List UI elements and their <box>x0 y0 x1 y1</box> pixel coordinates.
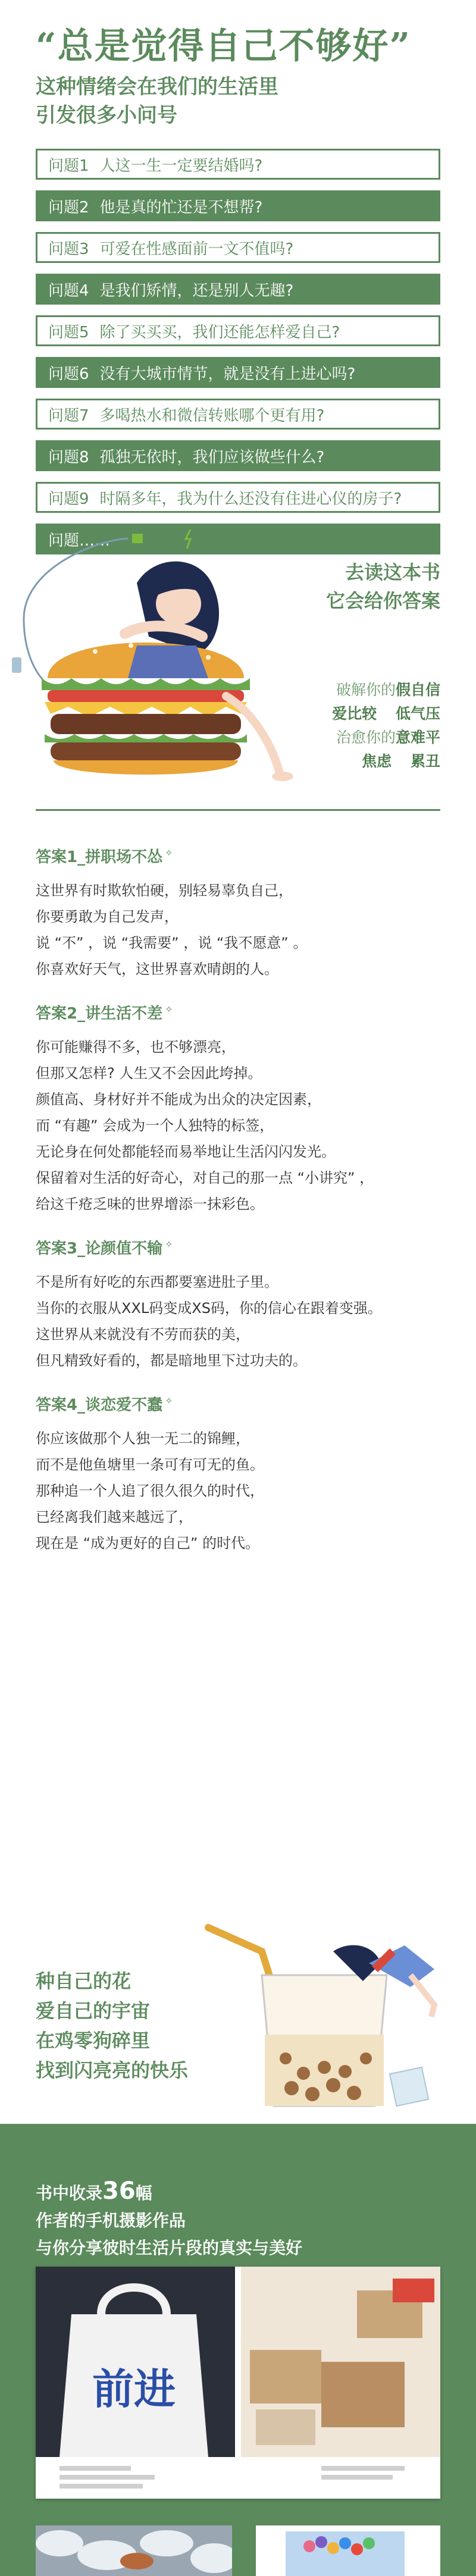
antidote-line-3: 治愈你的意难平 <box>336 729 440 746</box>
answer-block <box>36 845 446 982</box>
question-number: 问题9 <box>48 490 89 508</box>
answer-block <box>36 1236 446 1374</box>
question-row <box>36 399 440 430</box>
answer-line: 但那又怎样? 人生又不会因此垮掉。 <box>36 1065 262 1082</box>
answer-line: 说 “不” ，说 “我需要” ，说 “我不愿意” 。 <box>36 935 308 951</box>
question-text: 除了买买买，我们还能怎样爱自己? <box>99 323 340 341</box>
closing-line-4: 找到闪亮亮的快乐 <box>36 2059 189 2082</box>
answer-line: 这世界从来就没有不劳而获的美， <box>36 1326 250 1343</box>
photo-panel-text <box>36 2177 302 2262</box>
snow-tree-image <box>36 2525 232 2576</box>
tagline-line-2: 去读这本书 <box>345 561 440 584</box>
panel-line-3: 与你分享彼时生活片段的真实与美好 <box>36 2238 303 2258</box>
closing-line-2: 爱自己的宇宙 <box>36 2000 151 2022</box>
answer-line: 现在是 “成为更好的自己” 的时代。 <box>36 1535 260 1552</box>
question-number: 问题1 <box>48 156 89 175</box>
sparkle-icon: ✧ <box>165 1395 173 1407</box>
answer-line: 保留着对生活的好奇心，对自己的那一点 “小讲究” ， <box>36 1170 374 1186</box>
subtitle-line-1: 这种情绪会在我们的生活里 <box>36 75 278 99</box>
bag-lettering: 前进 <box>92 2366 176 2412</box>
question-row <box>36 232 440 263</box>
question-row <box>36 149 440 180</box>
answer-line: 你要勇敢为自己发声， <box>36 908 178 925</box>
answer-block <box>36 1393 446 1556</box>
antidote-list <box>332 678 440 773</box>
tagline-line-3: 它会给你答案 <box>325 590 440 612</box>
question-list <box>36 149 440 565</box>
sparkle-icon: ✧ <box>165 847 173 859</box>
closing-text <box>36 1966 188 2085</box>
answer-line: 但凡精致好看的，都是暗地里下过功夫的。 <box>36 1352 307 1369</box>
panel-line-1: 书中收录36幅 <box>36 2177 152 2205</box>
photo-spread-image <box>36 2267 440 2499</box>
question-text: 可爱在性感面前一文不值吗? <box>99 240 294 258</box>
question-number: 问题3 <box>48 240 89 258</box>
answer-line: 那种追一个人追了很久很久的时代， <box>36 1483 264 1499</box>
closing-line-1: 种自己的花 <box>36 1970 131 1992</box>
photo-spread-2 <box>36 2525 232 2576</box>
answer-line: 颜值高、身材好并不能成为出众的决定因素， <box>36 1091 321 1108</box>
low-battery-icon <box>128 529 190 549</box>
question-row <box>36 482 440 513</box>
tagline-line-1: 带着你心里的小问号 <box>268 532 440 555</box>
question-number: 问题5 <box>48 323 89 341</box>
answer-line: 已经离我们越来越远了， <box>36 1509 193 1525</box>
question-text: 他是真的忙还是不想帮? <box>99 198 263 217</box>
answer-list <box>36 845 446 1575</box>
section-divider <box>36 809 440 811</box>
answer-line: 你应该做那个人独一无二的锦鲤， <box>36 1430 250 1447</box>
question-row <box>36 357 440 388</box>
answer-heading: 答案3_论颜值不输 ✧ <box>36 1239 173 1258</box>
photo-spread-3 <box>256 2525 440 2576</box>
subtitle-line-2: 引发很多小问号 <box>36 104 177 127</box>
photo-spread-1 <box>36 2267 440 2499</box>
answer-line: 而 “有趣” 会成为一个人独特的标签， <box>36 1117 274 1134</box>
question-number: 问题8 <box>48 448 89 466</box>
answer-line: 你喜欢好天气，这世界喜欢晴朗的人。 <box>36 961 278 977</box>
question-text: 时隔多年，我为什么还没有住进心仪的房子? <box>99 490 402 508</box>
question-text: 孤独无依时，我们应该做些什么? <box>99 448 325 466</box>
question-text: 是我们矫情，还是别人无趣? <box>99 281 294 300</box>
sparkle-icon: ✧ <box>165 1004 173 1016</box>
antidote-line-4: 焦虑 累丑 <box>362 753 440 770</box>
panel-line-2: 作者的手机摄影作品 <box>36 2211 186 2230</box>
question-text: 没有大城市情节，就是没有上进心吗? <box>99 365 356 383</box>
question-row <box>36 274 440 305</box>
answer-heading: 答案4_谈恋爱不蠢 ✧ <box>36 1395 173 1414</box>
question-row <box>36 440 440 471</box>
tagline <box>269 529 440 615</box>
answer-line: 给这千疮乏味的世界增添一抹彩色。 <box>36 1196 264 1212</box>
question-number: 问题6 <box>48 365 89 383</box>
question-row <box>36 315 440 346</box>
question-text: 人这一生一定要结婚吗? <box>99 156 263 175</box>
answer-line: 你可能赚得不多，也不够漂亮， <box>36 1039 236 1055</box>
answer-line: 而不是他鱼塘里一条可有可无的鱼。 <box>36 1456 264 1473</box>
answer-line: 这世界有时欺软怕硬，别轻易辜负自己， <box>36 882 293 899</box>
answer-heading: 答案1_拼职场不怂 ✧ <box>36 847 173 866</box>
answer-line: 当你的衣服从XXL码变成XS码，你的信心在跟着变强。 <box>36 1300 382 1317</box>
question-number: 问题7 <box>48 406 89 425</box>
balloon-castle-image <box>256 2525 440 2576</box>
answer-line: 无论身在何处都能轻而易举地让生活闪闪发光。 <box>36 1143 336 1160</box>
closing-line-3: 在鸡零狗碎里 <box>36 2029 151 2052</box>
question-number: 问题4 <box>48 281 89 300</box>
question-row <box>36 190 440 221</box>
bubble-tea-illustration <box>196 1916 458 2118</box>
page-subtitle <box>36 73 278 130</box>
answer-line: 不是所有好吃的东西都要塞进肚子里。 <box>36 1274 278 1290</box>
question-text: 多喝热水和微信转账哪个更有用? <box>99 406 325 425</box>
antidote-line-1: 破解你的假自信 <box>336 681 440 698</box>
question-number: 问题…… <box>48 531 111 550</box>
question-number: 问题2 <box>48 198 89 217</box>
sparkle-icon: ✧ <box>165 1239 173 1251</box>
page-title: “总是觉得自己不够好” <box>36 26 412 67</box>
antidote-line-2: 爱比较 低气压 <box>332 705 440 722</box>
answer-block <box>36 1001 446 1217</box>
answer-heading: 答案2_讲生活不差 ✧ <box>36 1004 173 1023</box>
